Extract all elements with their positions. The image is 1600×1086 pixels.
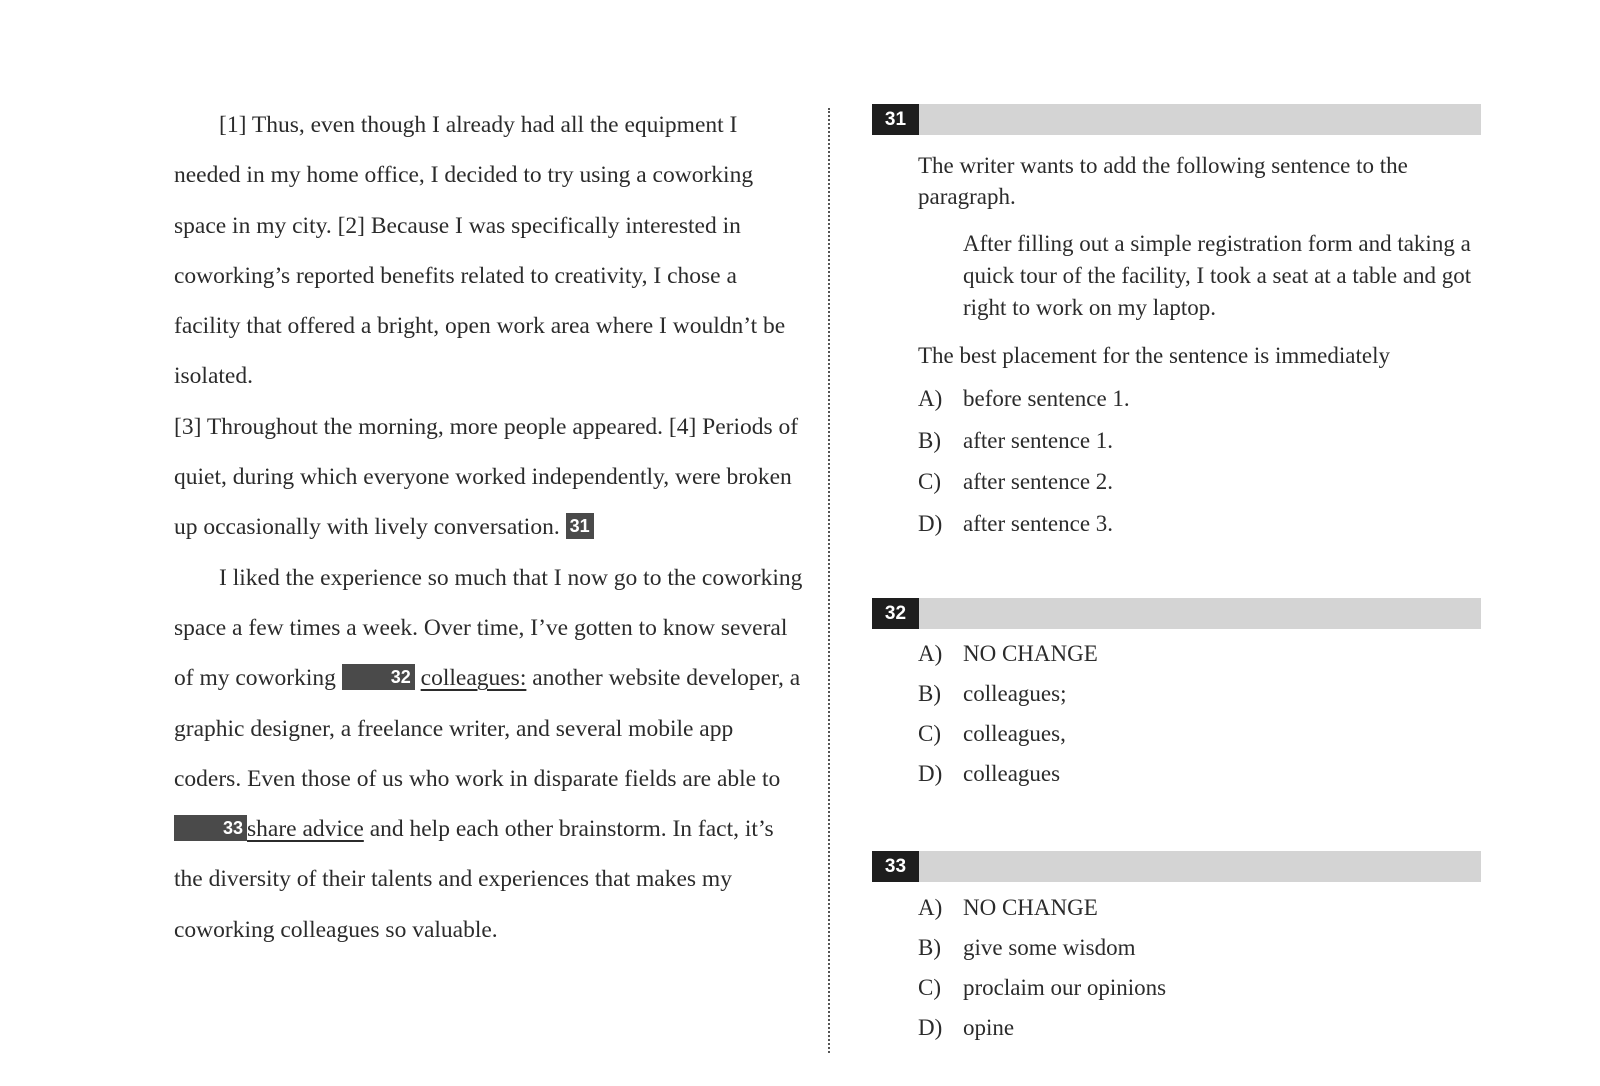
paragraph-2-text-3: and help each other brainstorm. In fact, it’s the diversity of their talents and experiences that makes my coworking colleagues so valuable. bbox=[174, 816, 774, 943]
choice-33-a[interactable]: A) NO CHANGE bbox=[918, 895, 1098, 920]
question-marker-33[interactable]: 33 bbox=[174, 815, 247, 841]
choice-31-b[interactable]: B) after sentence 1. bbox=[918, 427, 1114, 453]
choice-31-d[interactable]: D) after sentence 3. bbox=[918, 510, 1114, 536]
question-31-quote: After filling out a simple registration form and taking a quick tour of the facility, I took a seat at a table and got right to work on my laptop. bbox=[963, 231, 1472, 320]
choice-32-d[interactable]: D) colleagues bbox=[918, 761, 1061, 786]
choice-31-c[interactable]: C) after sentence 2. bbox=[918, 469, 1114, 494]
sentence-2: [2] Because I was specifically interested in coworking’s reported benefits related to creativity, I chose a facility that offered a bright, open work area where I wouldn’t be isolated. bbox=[174, 212, 786, 390]
choice-31-a[interactable]: A) before sentence 1. bbox=[918, 386, 1130, 411]
passage bbox=[174, 100, 804, 955]
question-marker-31[interactable]: 31 bbox=[566, 513, 594, 539]
sentence-3: [3] Throughout the morning, more people appeared. bbox=[174, 413, 664, 440]
question-marker-32[interactable]: 32 bbox=[342, 664, 415, 690]
question-31-choices bbox=[918, 378, 1130, 544]
choice-32-a[interactable]: A) NO CHANGE bbox=[918, 641, 1098, 666]
question-31-prompt: The writer wants to add the following sentence to the paragraph. bbox=[918, 153, 1408, 209]
choice-33-b[interactable]: B) give some wisdom bbox=[918, 935, 1136, 960]
choice-32-c[interactable]: C) colleagues, bbox=[918, 721, 1066, 746]
question-31-stem: The best placement for the sentence is immediately bbox=[918, 343, 1390, 368]
question-33-header bbox=[872, 851, 1481, 882]
paragraph-2-text-2: another website developer, a graphic designer, a freelance writer, and several mobile app coders. Even those of us who work in disparate fields are able to bbox=[174, 665, 801, 792]
choice-32-b[interactable]: B) colleagues; bbox=[918, 681, 1067, 706]
passage-paragraph-1-cont bbox=[174, 402, 804, 553]
question-33-choices bbox=[918, 888, 1166, 1048]
passage-paragraph-2 bbox=[174, 553, 804, 955]
choice-33-d[interactable]: D) opine bbox=[918, 1015, 1015, 1040]
passage-paragraph-1 bbox=[174, 100, 804, 402]
underlined-colleagues: colleagues: bbox=[420, 665, 527, 692]
question-32-header bbox=[872, 598, 1481, 629]
paragraph-2-text-1: I liked the experience so much that I now go to the coworking space a few times a week. Over time, I’ve gotten to know several of my coworking bbox=[174, 564, 803, 692]
question-31-number: 31 bbox=[872, 104, 919, 135]
sentence-4: [4] Periods of quiet, during which everyone worked independently, were broken up occasionally with lively conversation. bbox=[174, 413, 799, 541]
underlined-share-advice: share advice bbox=[247, 816, 364, 843]
question-33-number: 33 bbox=[872, 851, 919, 882]
question-31-header bbox=[872, 104, 1481, 135]
column-divider bbox=[828, 108, 830, 1053]
question-32-choices bbox=[918, 634, 1098, 794]
question-32-number: 32 bbox=[872, 598, 919, 629]
choice-33-c[interactable]: C) proclaim our opinions bbox=[918, 975, 1167, 1000]
sentence-1: [1] Thus, even though I already had all the equipment I needed in my home office, I decided to try using a coworking space in my city. bbox=[174, 112, 754, 239]
